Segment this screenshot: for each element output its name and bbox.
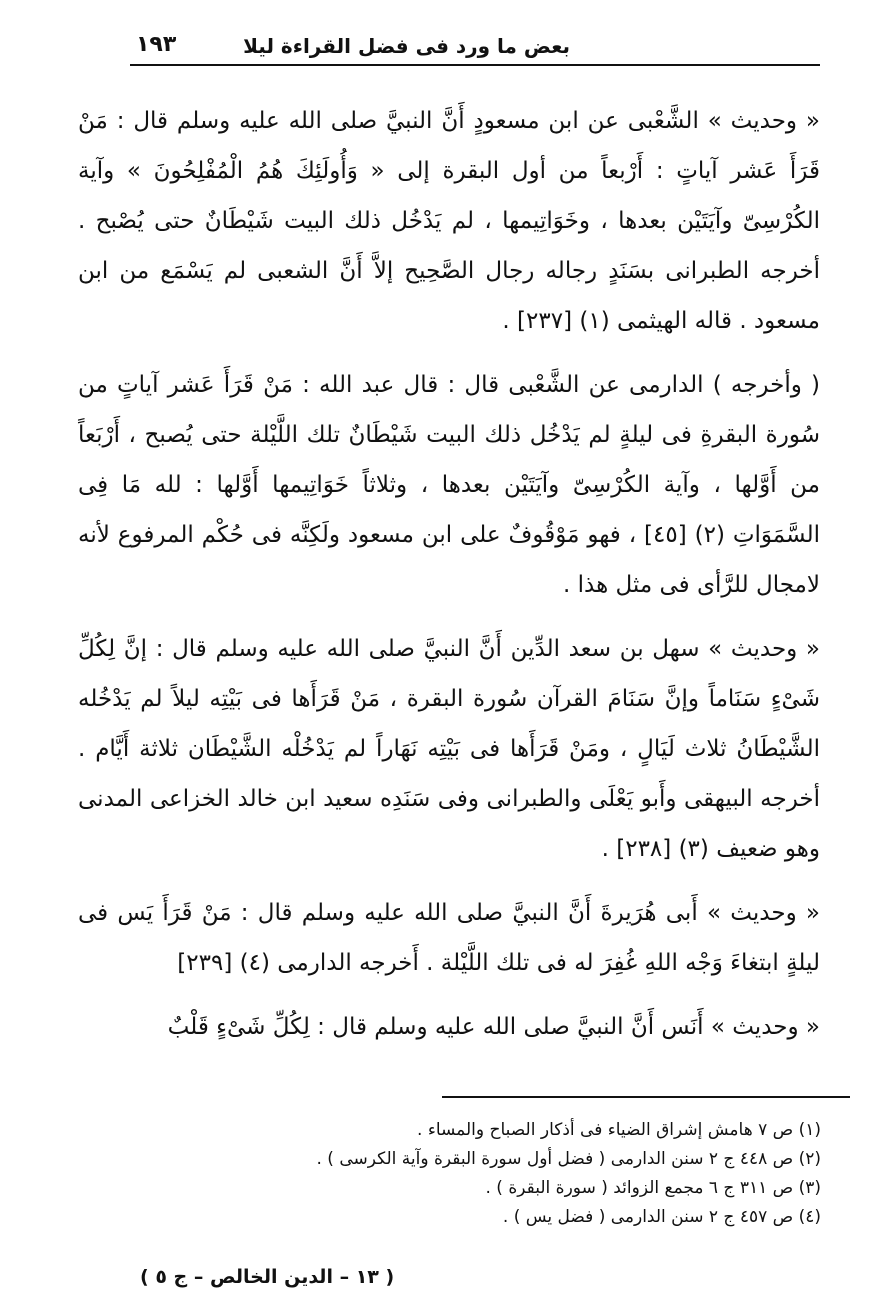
paragraph-hadith-sahl: « وحديث » سهل بن سعد الدِّين أَنَّ النبيَّ صلى الله عليه وسلم قال : إنَّ لِكُلِّ شَىْءٍ سَنَاماً وإنَّ سَنَامَ القرآن سُورة البقرة ، مَنْ قَرَأَها فى بَيْتِه ليلاً لم يَدْخُله الشَّيْطَانُ ثلاث لَيَالٍ ، ومَنْ قَرَأَها فى بَيْتِه نَهَاراً لم يَدْخُلْه الشَّيْطَان ثلاثة أَيَّام . أخرجه البيهقى وأَبو يَعْلَى والطبرانى وفى سَنَدِه سعيد ابن خالد الخزاعى المدنى وهو ضعيف (٣) [٢٣٨] . xyxy=(78,636,820,862)
footnote-2: (٢) ص ٤٤٨ ج ٢ سنن الدارمى ( فضل أول سورة البقرة وآية الكرسى ) . xyxy=(316,1149,821,1169)
footnote-3: (٣) ص ٣١١ ج ٦ مجمع الزوائد ( سورة البقرة ) . xyxy=(485,1178,821,1198)
footnote-separator xyxy=(442,1096,850,1098)
footnote-1: (١) ص ٧ هامش إشراق الضياء فى أذكار الصباح والمساء . xyxy=(417,1120,821,1140)
paragraph-hadith-abu-hurayra: « وحديث » أَبى هُرَيرةَ أَنَّ النبيَّ صلى الله عليه وسلم قال : مَنْ قَرَأَ يَس فى ليلةٍ ابتغاءَ وَجْه اللهِ غُفِرَ له فى تلك اللَّيْلة . أَخرجه الدارمى (٤) [٢٣٩] xyxy=(78,900,820,976)
running-title: بعض ما ورد فى فضل القراءة ليلا xyxy=(243,34,570,58)
paragraph-hadith-shabi: « وحديث » الشَّعْبى عن ابن مسعودٍ أَنَّ النبيَّ صلى الله عليه وسلم قال : مَنْ قَرَأَ عَشر آياتٍ : أَرْبعاً من أول البقرة إلى « وَأُولَئِكَ هُمُ الْمُفْلِحُونَ » وآية الكُرْسِىّ وآيَتَيْن بعدها ، وخَوَاتِيمها ، لم يَدْخُل ذلك البيت شَيْطَانٌ حتى يُصْبح . أخرجه الطبرانى بسَنَدٍ رجاله رجال الصَّحِيح إلاَّ أَنَّ الشعبى لم يَسْمَع من ابن مسعود . قاله الهيثمى (١) [٢٣٧] . xyxy=(78,108,820,334)
paragraph-hadith-anas: « وحديث » أَنَس أَنَّ النبيَّ صلى الله عليه وسلم قال : لِكُلِّ شَىْءٍ قَلْبٌ xyxy=(167,1014,820,1040)
paragraph-darimi: ( وأخرجه ) الدارمى عن الشَّعْبى قال : قال عبد الله : مَنْ قَرَأَ عَشر آياتٍ من سُورة البقرةِ فى ليلةٍ لم يَدْخُل ذلك البيت شَيْطَانٌ تلك اللَّيْلة حتى يُصبح ، أَرْبَعاً من أَوَّلها ، وآية الكُرْسِىّ وآيَتَيْن بعدها ، وثلاثاً خَوَاتِيمها أَوَّلها : لله مَا فِى السَّمَوَاتِ (٢) [٤٥] ، فهو مَوْقُوفٌ على ابن مسعود ولَكِنَّه فى حُكْم المرفوع لأنه لامجال للرَّأى فى مثل هذا . xyxy=(78,372,821,598)
footnotes xyxy=(101,1116,821,1232)
footnote-4: (٤) ص ٤٥٧ ج ٢ سنن الدارمى ( فضل يس ) . xyxy=(502,1207,821,1227)
main-text xyxy=(78,96,820,1066)
signature-mark: ( ١٣ – الدين الخالص – ج ٥ ) xyxy=(140,1266,395,1288)
page-header xyxy=(130,30,820,66)
page-number: ١٩٣ xyxy=(136,32,177,57)
